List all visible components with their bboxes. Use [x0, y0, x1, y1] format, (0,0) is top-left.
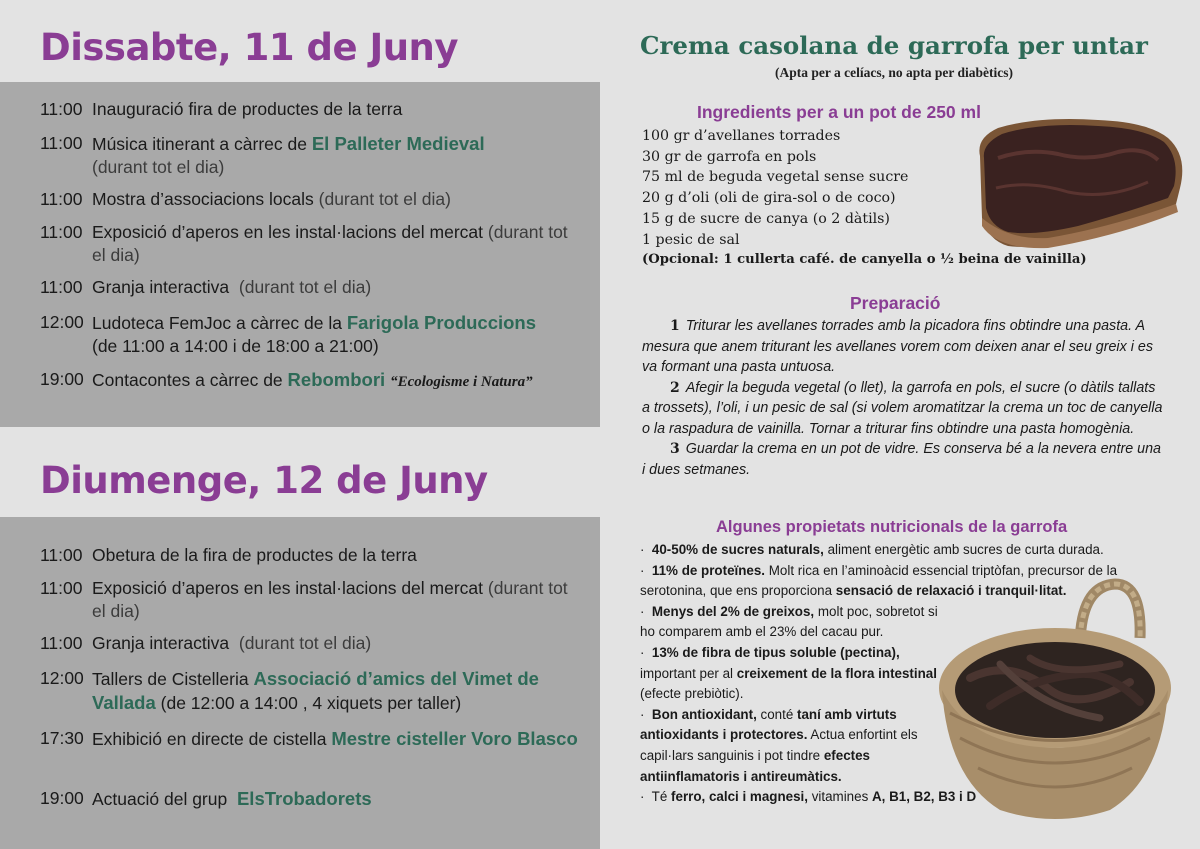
- ingredients-heading: Ingredients per a un pot de 250 ml: [697, 102, 981, 122]
- event-highlight: ElsTrobadorets: [236, 788, 372, 809]
- preparation-heading: Preparació: [850, 293, 941, 313]
- event-note: (durant tot el dia): [318, 189, 451, 209]
- event-time: 12:00: [40, 312, 84, 332]
- list-item: · Menys del 2% de greixos, molt poc, sobretot si ho comparem amb el 23% del cacau pur.: [640, 603, 938, 640]
- nutrition-text: (efecte prebiòtic).: [640, 686, 744, 702]
- step: [642, 378, 1167, 440]
- event-text: Mostra d’associacions locals: [92, 189, 314, 209]
- nutrition-highlight: 13% de fibra de tipus soluble (pectina),: [651, 644, 900, 660]
- event-note: (durant tot el dia): [92, 157, 225, 177]
- nutrition-list: [640, 540, 1170, 808]
- nutrition-text: vitamines: [807, 789, 872, 805]
- nutrition-heading: Algunes propietats nutricionals de la garrofa: [716, 518, 1068, 536]
- sunday-header: [0, 427, 600, 517]
- event-note: (durant tot el dia): [92, 222, 568, 265]
- event-text: Actuació del grup: [92, 789, 228, 809]
- nutrition-text: Actua enfortint els capil·lars sanguinis i pot tindre: [640, 727, 918, 763]
- ingredient: 20 g d’oli (oli de gira-sol o de coco): [642, 190, 896, 207]
- nutrition-highlight: 11% de proteïnes.: [651, 562, 766, 578]
- event-text: Obetura de la fira de productes de la terra: [92, 545, 417, 565]
- event-time: 19:00: [40, 369, 84, 389]
- nutrition-highlight: Menys del 2% de greixos,: [651, 603, 815, 619]
- step-text: Afegir la beguda vegetal (o llet), la garrofa en pols, el sucre (o dàtils tallats a trossets), l’oli, i un pesic de sal (si volem aromatitzar la crema un toc de canyella o la raspadura de vainilla. Tornar a triturar fins obtindre una pasta homogènia.: [642, 379, 1163, 437]
- event-time: 17:30: [40, 728, 84, 748]
- event-note: (de 11:00 a 14:00 i de 18:00 a 21:00): [92, 336, 379, 356]
- event-time: 11:00: [40, 133, 83, 153]
- event-time: 12:00: [40, 668, 84, 688]
- nutrition-text: important per al: [640, 665, 737, 681]
- event-highlight: Rebombori: [287, 369, 386, 390]
- list-item: · Té ferro, calci i magnesi, vitamines A, B1, B2, B3 i D: [640, 789, 977, 805]
- nutrition-text: Té: [651, 789, 672, 805]
- event-highlight: Farigola Produccions: [346, 312, 537, 333]
- event-text: Ludoteca FemJoc a càrrec de la: [92, 313, 342, 333]
- event-text: Exposició d’aperos en les instal·lacions del mercat: [92, 578, 484, 598]
- event-text: Contacontes a càrrec de: [92, 370, 283, 390]
- nutrition-highlight: 40-50% de sucres naturals,: [651, 542, 824, 557]
- nutrition-text: molt poc, sobretot si ho comparem amb el 23% del cacau pur.: [640, 603, 938, 640]
- event-time: 11:00: [40, 222, 83, 242]
- saturday-title: Dissabte, 11 de Juny: [40, 26, 459, 69]
- event-text: Música itinerant a càrrec de: [92, 134, 307, 154]
- event-note: (durant tot el dia): [238, 633, 372, 653]
- nutrition-highlight: taní amb virtuts antioxidants i protectores.: [640, 706, 897, 743]
- step-number: 3: [670, 441, 680, 457]
- event-text: Inauguració fira de productes de la terra: [92, 99, 403, 119]
- event-highlight: Mestre cisteller Voro Blasco: [331, 728, 578, 749]
- ingredient: 30 gr de garrofa en pols: [642, 148, 817, 165]
- nutrition-highlight: ferro, calci i magnesi,: [671, 789, 808, 805]
- step-number: 1: [670, 318, 680, 334]
- sunday-schedule: [0, 517, 600, 849]
- step: [642, 439, 1167, 480]
- step-text: Guardar la crema en un pot de vidre. Es conserva bé a la nevera entre una i dues setmanes.: [642, 441, 1162, 478]
- step-number: 2: [670, 379, 680, 396]
- nutrition-highlight: A, B1, B2, B3 i D: [871, 789, 977, 805]
- event-time: 11:00: [40, 545, 83, 565]
- nutrition-highlight: efectes antiinflamatoris i antireumàtics.: [640, 747, 870, 784]
- event-note: (durant tot el dia): [92, 578, 568, 621]
- event-time: 11:00: [40, 578, 83, 598]
- saturday-header: [0, 0, 600, 82]
- ingredient: 100 gr d’avellanes torrades: [642, 128, 841, 144]
- preparation-steps: [642, 316, 1167, 480]
- event-note: (durant tot el dia): [238, 277, 372, 297]
- event-text: Granja interactiva: [92, 277, 230, 297]
- step-text: Triturar les avellanes torrades amb la picadora fins obtindre una pasta. A mesura que anem triturant les avellanes vorem com deixen anar el seu greix i es va formant una pasta untuosa.: [642, 318, 1153, 375]
- step: [642, 316, 1167, 378]
- event-time: 11:00: [40, 189, 83, 209]
- event-text: Exhibició en directe de cistella: [92, 729, 327, 749]
- sunday-title: Diumenge, 12 de Juny: [40, 459, 488, 502]
- nutrition-highlight: creixement de la flora intestinal: [736, 665, 937, 681]
- ingredients-list: [642, 126, 1087, 271]
- event-text: Exposició d’aperos en les instal·lacions del mercat: [92, 222, 484, 242]
- ingredient: 1 pesic de sal: [642, 231, 740, 248]
- ingredient: 75 ml de beguda vegetal sense sucre: [642, 169, 909, 186]
- list-item: · 11% de proteïnes. Molt rica en l’aminoàcid essencial triptòfan, precursor de la serotonina, que ens proporciona sensació de relaxació i tranquil·litat.: [640, 562, 1118, 599]
- event-time: 11:00: [40, 99, 83, 119]
- event-time: 11:00: [40, 277, 83, 297]
- nutrition-highlight: Bon antioxidant,: [651, 706, 757, 722]
- nutrition-text: Molt rica en l’aminoàcid essencial triptòfan, precursor de la serotonina, que ens proporciona: [640, 562, 1118, 599]
- event-highlight: El Palleter Medieval: [311, 133, 485, 154]
- list-item: · Bon antioxidant, conté taní amb virtuts antioxidants i protectores. Actua enfortint els capil·lars sanguinis i pot tindre efectes antiinflamatoris i antireumàtics.: [640, 706, 918, 784]
- event-text: Tallers de Cistelleria: [92, 669, 249, 689]
- nutrition-text: conté: [756, 706, 797, 722]
- recipe-title: Crema casolana de garrofa per untar: [640, 31, 1148, 60]
- recipe-panel: [600, 0, 1200, 849]
- optional-ingredient: (Opcional: 1 cullerta café. de canyella o ½ beina de vainilla): [642, 252, 1087, 268]
- event-text: Granja interactiva: [92, 633, 230, 653]
- event-note: (de 12:00 a 14:00 , 4 xiquets per taller): [160, 693, 462, 713]
- event-note: “Ecologisme i Natura”: [390, 374, 533, 390]
- list-item: · 40-50% de sucres naturals, aliment energètic amb sucres de curta durada.: [640, 542, 1104, 557]
- event-time: 11:00: [40, 633, 83, 653]
- list-item: · 13% de fibra de tipus soluble (pectina), important per al creixement de la flora intestinal (efecte prebiòtic).: [640, 644, 937, 702]
- nutrition-text: aliment energètic amb sucres de curta durada.: [823, 542, 1104, 557]
- nutrition-highlight: sensació de relaxació i tranquil·litat.: [835, 583, 1067, 599]
- saturday-schedule: [0, 82, 600, 427]
- ingredient: 15 g de sucre de canya (o 2 dàtils): [642, 210, 890, 227]
- event-highlight: Associació d’amics del Vimet de Vallada: [92, 668, 539, 713]
- recipe-subtitle: (Apta per a celíacs, no apta per diabètics): [775, 65, 1013, 80]
- event-time: 19:00: [40, 788, 84, 808]
